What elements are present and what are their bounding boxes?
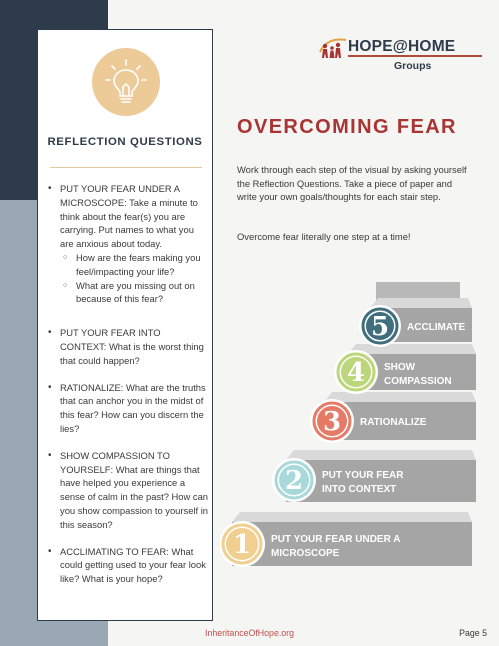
question-item: [46, 381, 208, 436]
question-item: [46, 545, 208, 586]
question-item: [46, 326, 208, 367]
page-number: Page 5: [459, 628, 487, 638]
logo-name: HOPE@HOME: [348, 38, 456, 55]
hope-at-home-logo: [318, 34, 488, 76]
sub-question: ○ What are you missing out on because of this fear?: [60, 279, 208, 307]
sub-question: ○ How are the fears making you feel/impacting your life?: [60, 251, 208, 279]
staircase-diagram: [220, 278, 480, 573]
step-number: 2: [284, 466, 304, 496]
question-text: RATIONALIZE: What are the truths that can anchor you in the midst of this fear? How can you discern the lies?: [60, 381, 206, 434]
step-number: 3: [322, 407, 342, 437]
question-item: [46, 449, 208, 532]
step-number: 5: [370, 312, 390, 342]
question-text: ACCLIMATING TO FEAR: What could getting used to your fear look like? What is your hope?: [60, 545, 206, 585]
step-label: PUT YOUR FEAR: [322, 470, 404, 481]
family-icon: [318, 34, 348, 64]
step-label: SHOW: [384, 362, 416, 373]
question-text: PUT YOUR FEAR UNDER A MICROSCOPE: Take a minute to think about the fear(s) you are carrying. Put names to what you are anxious about today.: [60, 183, 198, 250]
step-label: COMPASSION: [384, 376, 452, 387]
divider: [50, 167, 202, 168]
step-label: PUT YOUR FEAR UNDER A: [271, 534, 401, 545]
question-text: SHOW COMPASSION TO YOURSELF: What are things that have helped you experience a sense of calm in the past? How can you show compassion to yourself in this season?: [60, 449, 208, 530]
stair-tread: [348, 344, 476, 354]
page-title: OVERCOMING FEAR: [237, 116, 457, 138]
intro-tagline: Overcome fear literally one step at a time!: [237, 231, 411, 242]
question-text: PUT YOUR FEAR INTO CONTEXT: What is the worst thing that could happen?: [60, 327, 204, 366]
question-list: [46, 182, 208, 599]
stair-tread: [286, 450, 476, 460]
step-label: MICROSCOPE: [271, 548, 340, 559]
logo-underline: [348, 55, 482, 57]
stair-tread: [324, 392, 476, 402]
step-number: 1: [232, 530, 252, 560]
stair-tread: [232, 512, 472, 522]
step-number: 4: [346, 358, 366, 388]
reflection-card: [37, 29, 213, 621]
step-label: RATIONALIZE: [360, 417, 427, 428]
intro-text: Work through each step of the visual by asking yourself the Reflection Questions. Take a piece of paper and write your own goals/thoughts for each stair step.: [237, 164, 467, 203]
sub-question-list: [60, 251, 208, 306]
reflection-title: REFLECTION QUESTIONS: [47, 136, 203, 148]
question-item: [46, 182, 208, 306]
step-label: ACCLIMATE: [407, 322, 466, 333]
website-link[interactable]: InheritanceOfHope.org: [205, 628, 294, 638]
step-label: INTO CONTEXT: [322, 484, 397, 495]
lightbulb-icon: [92, 48, 160, 116]
logo-subtitle: Groups: [394, 60, 432, 72]
